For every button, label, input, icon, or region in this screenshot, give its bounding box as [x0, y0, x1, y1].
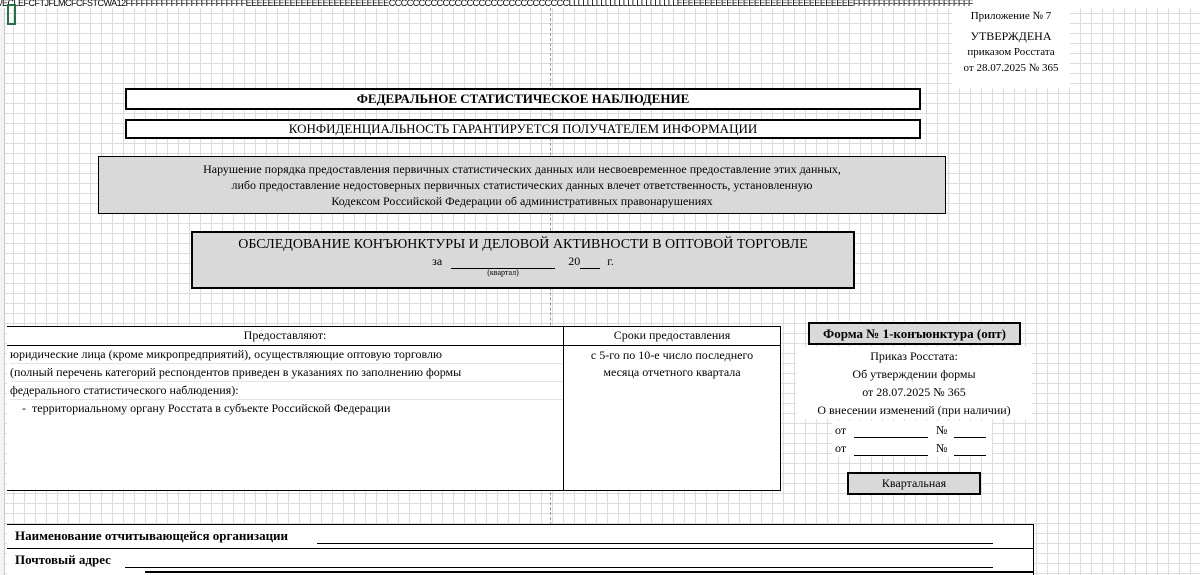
order-line-3: от 28.07.2025 № 365 — [862, 385, 966, 399]
organization-name-field[interactable] — [317, 543, 993, 544]
quarter-field[interactable] — [451, 255, 555, 269]
column-header-strip: /ECLEFCFTJFLMCFCFSTCWA12FFFFFFFFFFFFFFFFFFFFFFFFEEEEEEEEEEEEEEEEEEEEEEEEEECCCCCCCCCCCCCCCCCCCCCCCCCCCCCCLLLLLLLLLLLLLLLLLLLLLLLLEEEEEEEEEEEEEEEEEEEEEEEEEEEEEEEEFFFFFFFFFFFFFFFFFFFFFFFF — [0, 0, 1200, 8]
liability-warning — [98, 156, 946, 214]
amendment-date-field[interactable] — [854, 455, 928, 456]
deadlines-column — [563, 326, 781, 491]
quarter-caption: (квартал) — [487, 268, 519, 277]
amendment-row-1 — [832, 421, 992, 439]
order-info — [796, 347, 1032, 419]
approval-block — [952, 8, 1070, 88]
year-field[interactable] — [580, 255, 600, 269]
survey-period — [193, 253, 853, 269]
order-line-1: Приказ Росстата: — [870, 349, 958, 363]
amendment-from-label: от — [835, 423, 847, 437]
row-header-strip — [0, 8, 5, 575]
periodicity-label: Квартальная — [847, 472, 981, 495]
deadline-line-2: месяца отчетного квартала — [603, 365, 741, 379]
postal-address-field[interactable] — [125, 567, 993, 568]
form-number-label: Форма № 1-конъюнктура (опт) — [808, 322, 1021, 345]
year-prefix: 20 — [568, 254, 581, 268]
organization-section — [7, 524, 1034, 575]
submitters-line-3: федерального статистического наблюдения): — [10, 382, 563, 400]
survey-title: ОБСЛЕДОВАНИЕ КОНЪЮНКТУРЫ И ДЕЛОВОЙ АКТИВНОСТИ В ОПТОВОЙ ТОРГОВЛЕ — [238, 237, 808, 252]
amendment-date-field[interactable] — [854, 437, 928, 438]
amendment-number-label: № — [936, 441, 948, 455]
warning-line-2: либо предоставление недостоверных первичных статистических данных влечет ответственность, установленную — [231, 178, 813, 192]
warning-line-3: Кодексом Российской Федерации об административных правонарушениях — [331, 194, 713, 208]
submitters-header: Предоставляют: — [7, 327, 563, 346]
approval-order-date: от 28.07.2025 № 365 — [963, 62, 1059, 74]
federal-observation-title: ФЕДЕРАЛЬНОЕ СТАТИСТИЧЕСКОЕ НАБЛЮДЕНИЕ — [125, 88, 921, 110]
deadlines-header: Сроки предоставления — [564, 327, 780, 346]
order-line-4: О внесении изменений (при наличии) — [817, 403, 1011, 417]
deadline-line-1: с 5-го по 10-е число последнего — [590, 348, 754, 362]
appendix-label: Приложение № 7 — [970, 10, 1052, 22]
submitters-column — [7, 326, 564, 491]
submitters-line-4: - территориальному органу Росстата в субъекте Российской Федерации — [10, 401, 391, 415]
amendment-number-field[interactable] — [954, 437, 986, 438]
amendment-number-field[interactable] — [954, 455, 986, 456]
survey-title-box — [191, 231, 855, 289]
organization-name-label: Наименование отчитывающейся организации — [15, 528, 289, 543]
amendment-row-2 — [832, 439, 992, 457]
active-cell-cursor[interactable] — [7, 4, 16, 25]
code-table-top-border — [145, 571, 1033, 573]
submitters-line-1: юридические лица (кроме микропредприятий), осуществляющие оптовую торговлю — [10, 346, 563, 364]
amendment-from-label: от — [835, 441, 847, 455]
postal-address-label: Почтовый адрес — [15, 552, 111, 567]
approved-by-order: приказом Росстата — [967, 46, 1055, 58]
order-line-2: Об утверждении формы — [852, 367, 976, 381]
year-suffix: г. — [607, 254, 614, 268]
row-divider — [7, 548, 1033, 549]
period-prefix: за — [432, 254, 443, 268]
warning-line-1: Нарушение порядка предоставления первичных статистических данных или несвоевременное предоставление этих данных, — [203, 162, 841, 176]
submitters-line-2: (полный перечень категорий респондентов приведен в указаниях по заполнению формы — [10, 364, 563, 382]
approved-label: УТВЕРЖДЕНА — [970, 29, 1052, 43]
confidentiality-notice: КОНФИДЕНЦИАЛЬНОСТЬ ГАРАНТИРУЕТСЯ ПОЛУЧАТЕЛЕМ ИНФОРМАЦИИ — [125, 119, 921, 139]
amendment-number-label: № — [936, 423, 948, 437]
